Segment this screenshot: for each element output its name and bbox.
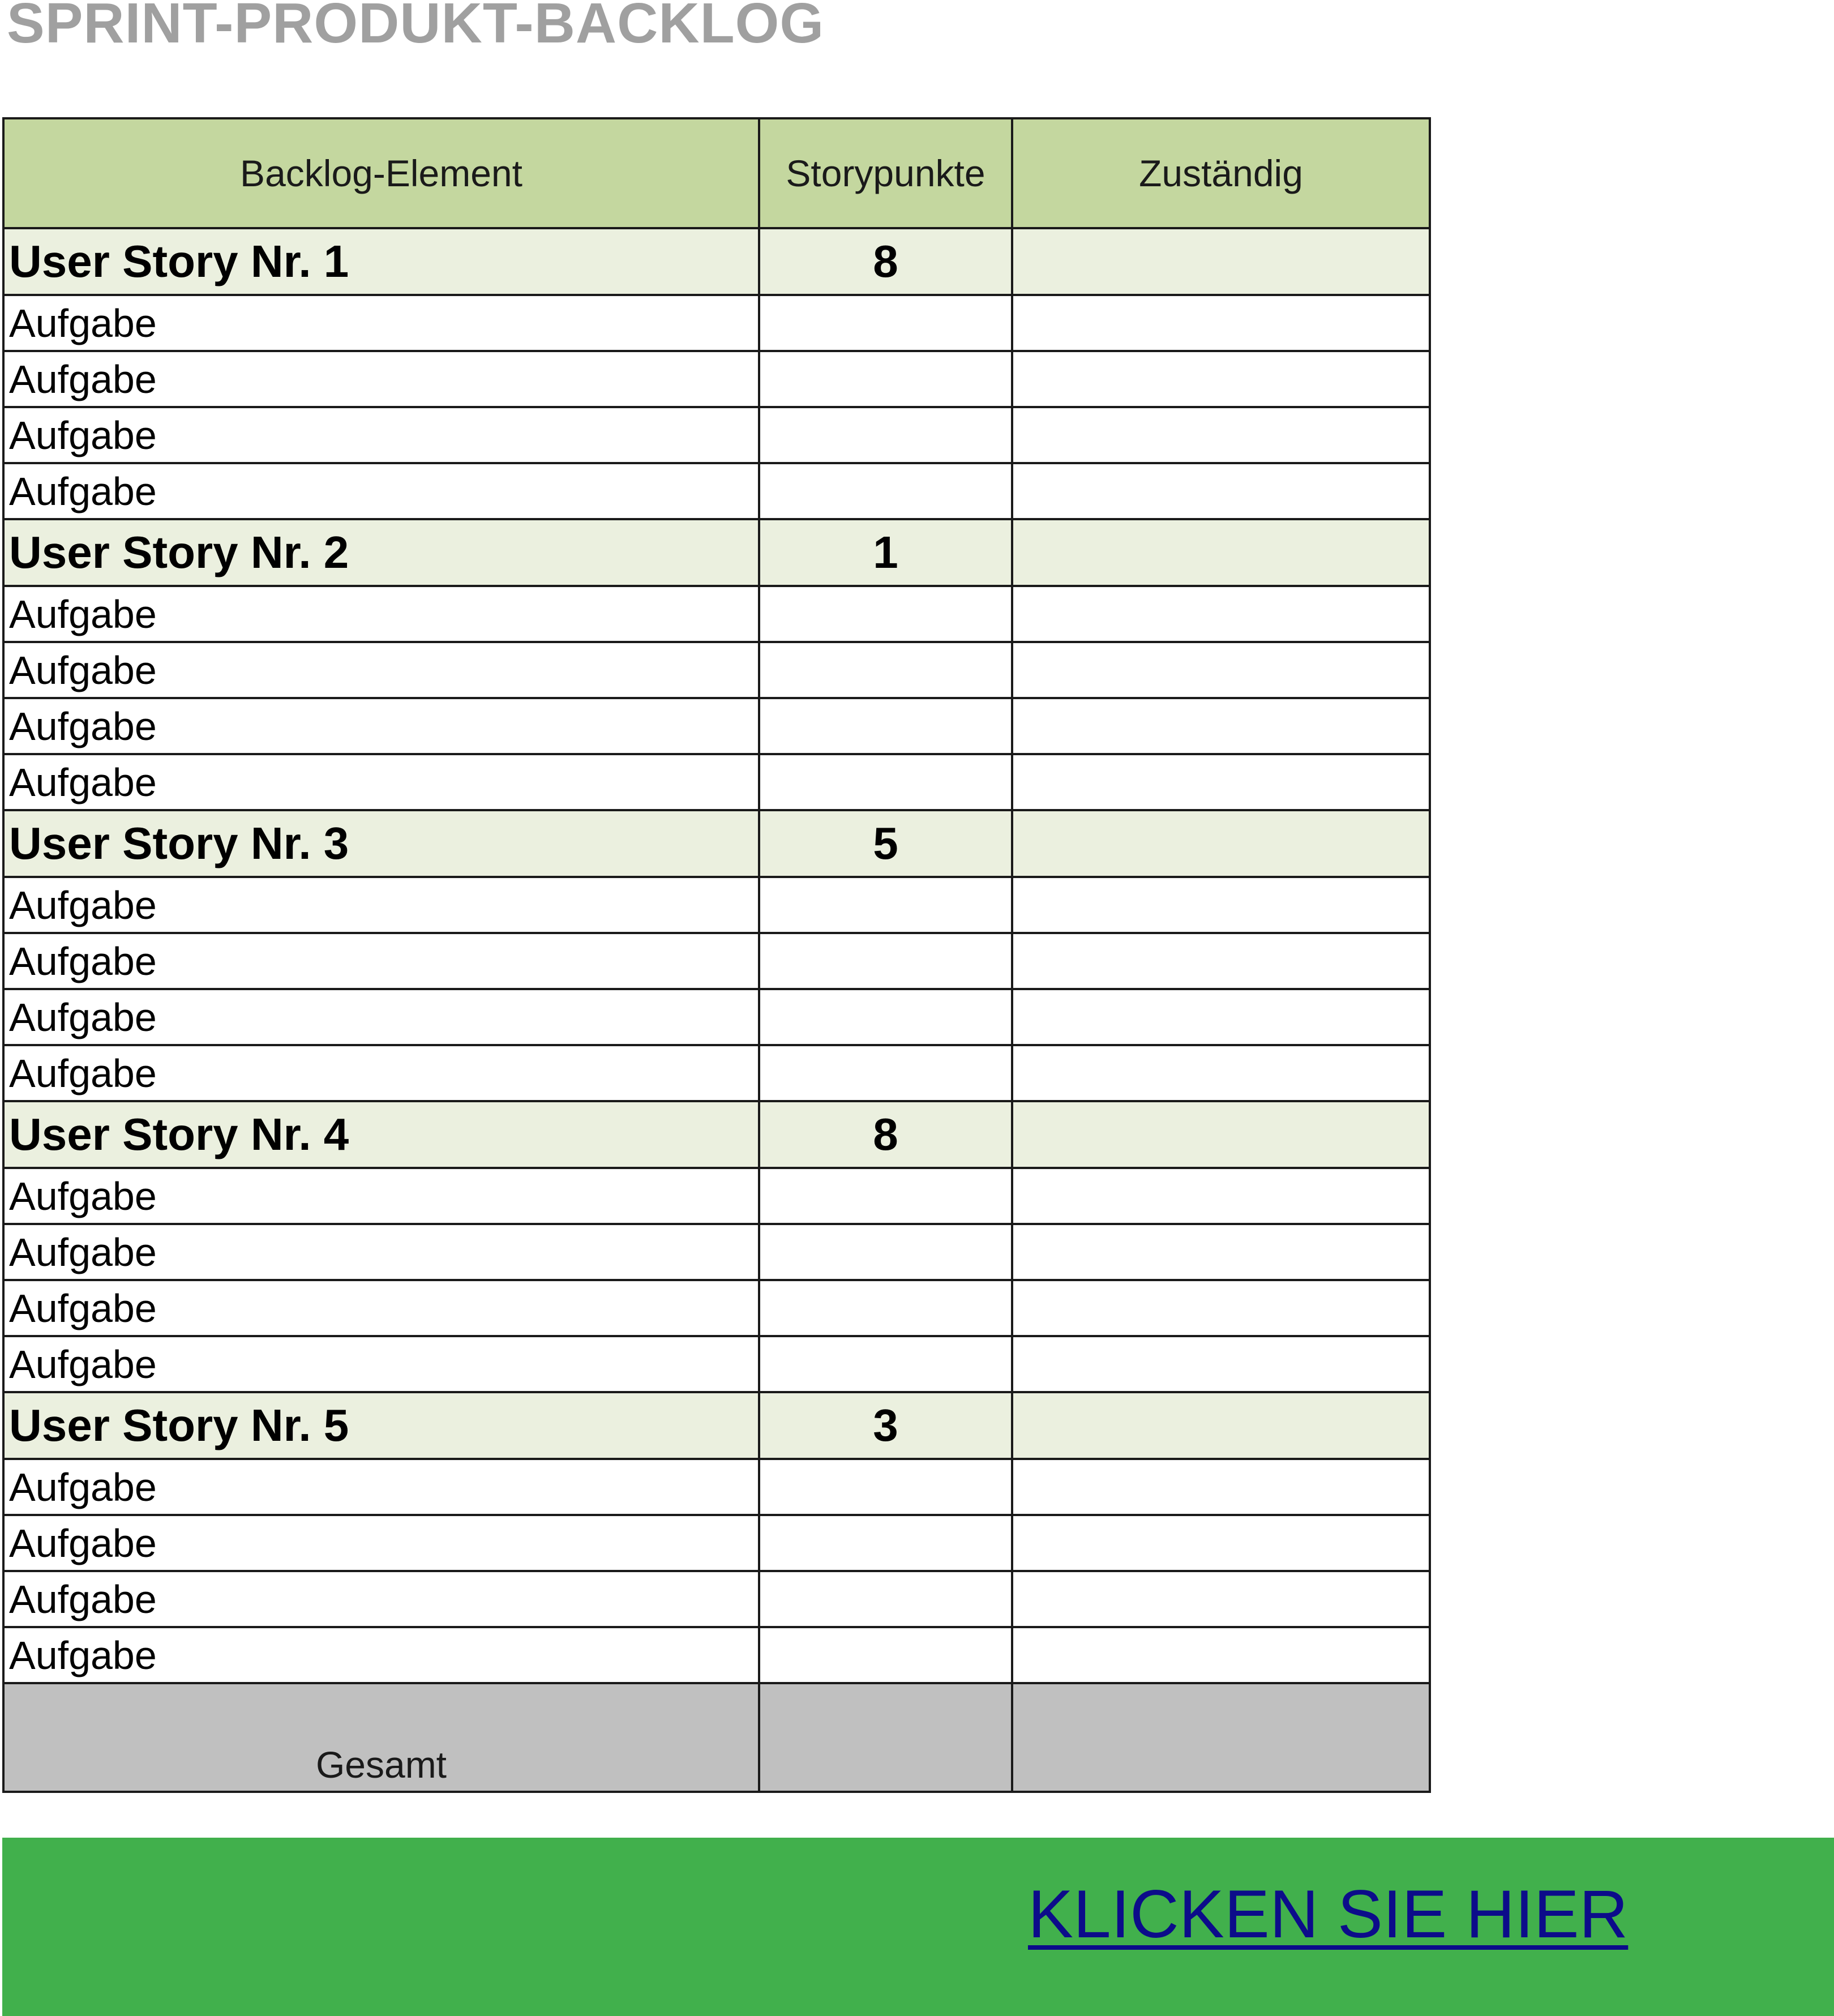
task-name-cell[interactable]: Aufgabe	[3, 1280, 759, 1336]
story-points-cell[interactable]: 1	[759, 519, 1012, 586]
task-row	[3, 1168, 1430, 1224]
task-points-cell[interactable]	[759, 586, 1012, 642]
task-owner-cell[interactable]	[1012, 698, 1430, 754]
task-row	[3, 642, 1430, 698]
task-points-cell[interactable]	[759, 1571, 1012, 1627]
header-story-points: Storypunkte	[759, 118, 1012, 228]
task-row	[3, 295, 1430, 351]
story-row	[3, 228, 1430, 295]
total-points-cell[interactable]	[759, 1683, 1012, 1792]
task-row	[3, 1224, 1430, 1280]
task-name-cell[interactable]: Aufgabe	[3, 642, 759, 698]
story-points-cell[interactable]: 5	[759, 810, 1012, 877]
table-body	[3, 228, 1430, 1792]
story-row	[3, 1101, 1430, 1168]
task-row	[3, 1627, 1430, 1683]
task-row	[3, 1045, 1430, 1101]
story-name-cell[interactable]: User Story Nr. 5	[3, 1392, 759, 1459]
task-row	[3, 586, 1430, 642]
task-owner-cell[interactable]	[1012, 989, 1430, 1045]
task-row	[3, 1571, 1430, 1627]
task-name-cell[interactable]: Aufgabe	[3, 1168, 759, 1224]
table-header-row	[3, 118, 1430, 228]
story-owner-cell[interactable]	[1012, 810, 1430, 877]
task-name-cell[interactable]: Aufgabe	[3, 1045, 759, 1101]
task-points-cell[interactable]	[759, 1224, 1012, 1280]
task-owner-cell[interactable]	[1012, 1280, 1430, 1336]
task-name-cell[interactable]: Aufgabe	[3, 933, 759, 989]
story-points-cell[interactable]: 8	[759, 228, 1012, 295]
story-row	[3, 810, 1430, 877]
header-owner: Zuständig	[1012, 118, 1430, 228]
task-owner-cell[interactable]	[1012, 1045, 1430, 1101]
task-points-cell[interactable]	[759, 463, 1012, 519]
task-owner-cell[interactable]	[1012, 351, 1430, 407]
task-points-cell[interactable]	[759, 351, 1012, 407]
task-points-cell[interactable]	[759, 877, 1012, 933]
task-name-cell[interactable]: Aufgabe	[3, 1627, 759, 1683]
task-points-cell[interactable]	[759, 295, 1012, 351]
task-points-cell[interactable]	[759, 1045, 1012, 1101]
task-owner-cell[interactable]	[1012, 463, 1430, 519]
task-name-cell[interactable]: Aufgabe	[3, 1224, 759, 1280]
task-owner-cell[interactable]	[1012, 295, 1430, 351]
task-name-cell[interactable]: Aufgabe	[3, 698, 759, 754]
task-owner-cell[interactable]	[1012, 1627, 1430, 1683]
task-owner-cell[interactable]	[1012, 1571, 1430, 1627]
backlog-table	[2, 117, 1431, 1793]
task-row	[3, 1280, 1430, 1336]
story-name-cell[interactable]: User Story Nr. 2	[3, 519, 759, 586]
task-row	[3, 351, 1430, 407]
story-owner-cell[interactable]	[1012, 1392, 1430, 1459]
task-row	[3, 407, 1430, 463]
task-owner-cell[interactable]	[1012, 1336, 1430, 1392]
click-here-link[interactable]: KLICKEN SIE HIER	[1028, 1876, 1629, 1952]
task-row	[3, 1336, 1430, 1392]
task-name-cell[interactable]: Aufgabe	[3, 1571, 759, 1627]
task-name-cell[interactable]: Aufgabe	[3, 407, 759, 463]
task-name-cell[interactable]: Aufgabe	[3, 989, 759, 1045]
task-owner-cell[interactable]	[1012, 586, 1430, 642]
task-name-cell[interactable]: Aufgabe	[3, 1515, 759, 1571]
task-name-cell[interactable]: Aufgabe	[3, 295, 759, 351]
task-owner-cell[interactable]	[1012, 1168, 1430, 1224]
task-name-cell[interactable]: Aufgabe	[3, 463, 759, 519]
task-name-cell[interactable]: Aufgabe	[3, 1336, 759, 1392]
story-name-cell[interactable]: User Story Nr. 4	[3, 1101, 759, 1168]
total-owner-cell[interactable]	[1012, 1683, 1430, 1792]
promo-banner	[2, 1838, 1834, 2016]
task-row	[3, 463, 1430, 519]
task-points-cell[interactable]	[759, 989, 1012, 1045]
task-points-cell[interactable]	[759, 933, 1012, 989]
task-points-cell[interactable]	[759, 698, 1012, 754]
story-name-cell[interactable]: User Story Nr. 3	[3, 810, 759, 877]
task-points-cell[interactable]	[759, 642, 1012, 698]
task-points-cell[interactable]	[759, 1627, 1012, 1683]
story-row	[3, 519, 1430, 586]
task-row	[3, 1459, 1430, 1515]
task-row	[3, 1515, 1430, 1571]
task-owner-cell[interactable]	[1012, 877, 1430, 933]
task-name-cell[interactable]: Aufgabe	[3, 351, 759, 407]
task-row	[3, 933, 1430, 989]
page-title: SPRINT-PRODUKT-BACKLOG	[7, 0, 825, 55]
story-owner-cell[interactable]	[1012, 228, 1430, 295]
task-row	[3, 877, 1430, 933]
task-owner-cell[interactable]	[1012, 1515, 1430, 1571]
total-label-cell[interactable]: Gesamt	[3, 1683, 759, 1792]
story-points-cell[interactable]: 3	[759, 1392, 1012, 1459]
task-owner-cell[interactable]	[1012, 1459, 1430, 1515]
task-owner-cell[interactable]	[1012, 1224, 1430, 1280]
story-owner-cell[interactable]	[1012, 1101, 1430, 1168]
story-owner-cell[interactable]	[1012, 519, 1430, 586]
task-row	[3, 698, 1430, 754]
task-owner-cell[interactable]	[1012, 933, 1430, 989]
task-points-cell[interactable]	[759, 1515, 1012, 1571]
task-owner-cell[interactable]	[1012, 642, 1430, 698]
task-name-cell[interactable]: Aufgabe	[3, 1459, 759, 1515]
story-name-cell[interactable]: User Story Nr. 1	[3, 228, 759, 295]
task-points-cell[interactable]	[759, 407, 1012, 463]
task-row	[3, 754, 1430, 810]
header-backlog-element: Backlog-Element	[3, 118, 759, 228]
story-row	[3, 1392, 1430, 1459]
task-name-cell[interactable]: Aufgabe	[3, 754, 759, 810]
task-points-cell[interactable]	[759, 1280, 1012, 1336]
task-points-cell[interactable]	[759, 1168, 1012, 1224]
task-owner-cell[interactable]	[1012, 754, 1430, 810]
task-name-cell[interactable]: Aufgabe	[3, 586, 759, 642]
task-points-cell[interactable]	[759, 1459, 1012, 1515]
task-points-cell[interactable]	[759, 754, 1012, 810]
total-row	[3, 1683, 1430, 1792]
task-name-cell[interactable]: Aufgabe	[3, 877, 759, 933]
story-points-cell[interactable]: 8	[759, 1101, 1012, 1168]
task-points-cell[interactable]	[759, 1336, 1012, 1392]
task-row	[3, 989, 1430, 1045]
task-owner-cell[interactable]	[1012, 407, 1430, 463]
